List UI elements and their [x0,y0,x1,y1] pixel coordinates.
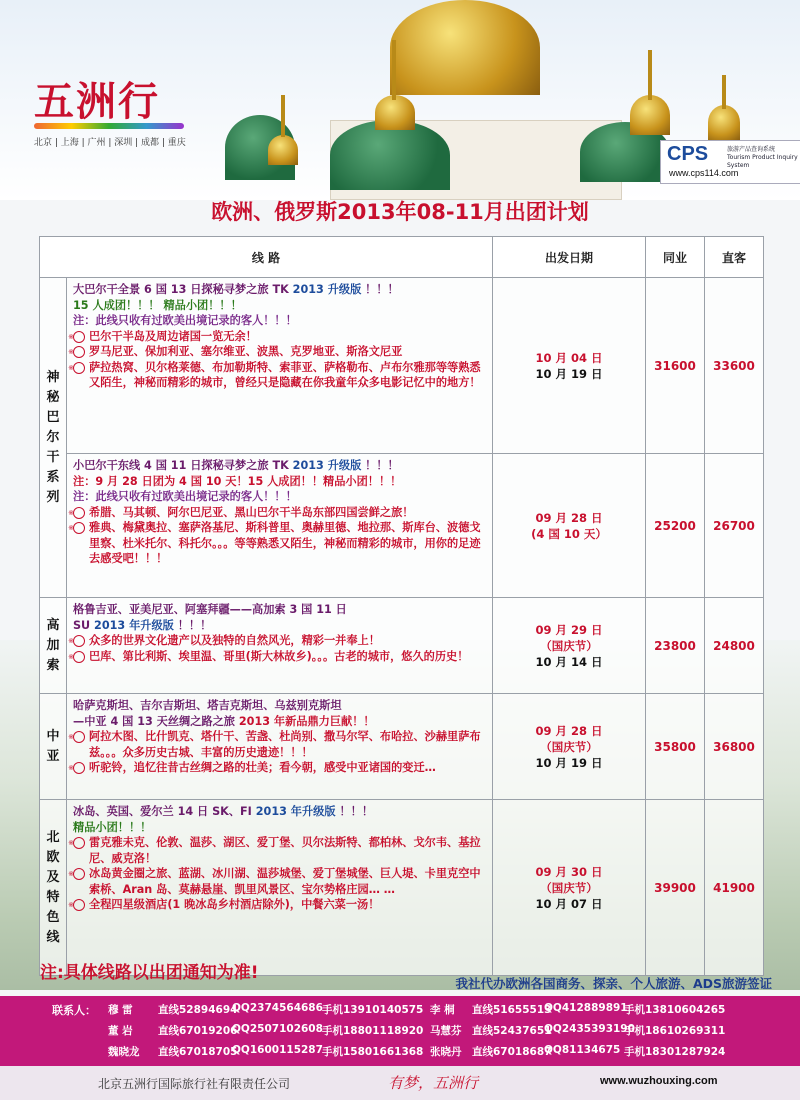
contact-field: QQ2435393190 [544,1023,635,1035]
direct-price: 36800 [705,694,764,800]
route-text: 全程四星级酒店(1 晚冰岛乡村酒店除外)，中餐六菜一汤！ [89,898,380,911]
route-text: 小巴尔干东线 4 国 11 日探秘寻梦之旅 TK [73,459,289,472]
departure-date: 09 月 28 日 [535,510,603,525]
tour-plan-body [40,278,764,976]
peer-price: 31600 [646,278,705,454]
route-text: 罗马尼亚、保加利亚、塞尔维亚、波黑、克罗地亚、斯洛文尼亚 [89,345,403,358]
route-cell [67,800,493,976]
departure-date: 10 月 19 日 [535,366,603,381]
route-cell [67,454,493,598]
direct-price: 41900 [705,800,764,976]
route-text: 格鲁吉亚、亚美尼亚、阿塞拜疆——高加索 3 国 11 日 [73,603,347,616]
contact-field: QQ81134675 [544,1044,621,1056]
direct-price: 26700 [705,454,764,598]
contact-field: 直线67019206 [158,1025,238,1037]
footer [0,1066,800,1100]
contact-row [0,1044,800,1064]
series-label: 高 加 索 [46,617,60,673]
route-text: —中亚 4 国 13 天丝绸之路之旅 [73,714,235,728]
route-text: 大巴尔干全景 6 国 13 日探秘寻梦之旅 TK [73,283,289,296]
table-row [40,800,764,976]
contact-field: 董 岩 [108,1025,133,1037]
route-cell [67,694,493,800]
route-line [73,458,486,474]
table-row [40,694,764,800]
cps-logo: CPS [667,143,709,165]
bullet-icon: ※ [73,731,85,743]
contact-field: 手机18801118920 [322,1025,424,1037]
peer-price: 35800 [646,694,705,800]
cps-url: www.cps114.com [669,168,739,178]
route-text: 注：此线只收有过欧美出境记录的客人！！！ [73,490,297,503]
table-row [40,598,764,694]
bullet-icon: ※ [73,346,85,358]
contact-field: 张晓丹 [430,1046,462,1058]
date-cell [493,800,646,976]
departure-date: 10 月 14 日 [535,654,603,669]
contact-field: 马慧芬 [430,1025,462,1037]
route-line [73,820,486,836]
header-direct: 直客 [705,237,764,278]
bullet-icon: ※ [73,868,85,880]
contact-row [0,1023,800,1043]
route-line [68,866,486,897]
contact-field: 魏晓龙 [108,1046,140,1058]
series-cell [40,800,67,976]
route-line [68,344,486,360]
departure-date: （国庆节） [540,739,598,754]
contact-field: QQ2507102608 [232,1023,323,1035]
departure-date: (4 国 10 天） [531,526,607,541]
contact-field: 直线52894694 [158,1004,238,1016]
bullet-icon: ※ [73,837,85,849]
route-text: 巴库、第比利斯、埃里温、哥里(斯大林故乡)。。。古老的城市，悠久的历史！ [89,649,469,663]
contact-field: 手机13910140575 [322,1004,424,1016]
direct-price: 33600 [705,278,764,454]
departure-date: 10 月 04 日 [535,350,603,365]
contact-field: 李 桐 [430,1004,455,1016]
route-line [68,633,486,649]
peer-price: 23800 [646,598,705,694]
route-text: 雷克雅未克、伦敦、温莎、湖区、爱丁堡、贝尔法斯特、都柏林、戈尔韦、基拉尼、威克洛！ [89,836,481,865]
route-line [68,505,486,521]
departure-date: （国庆节） [540,880,598,895]
visa-service-text: 我社代办欧洲各国商务、探亲、个人旅游、ADS旅游签证 [455,976,772,991]
contact-field: 手机13810604265 [624,1004,726,1016]
route-text: 15 人成团！！！ 精品小团！！！ [73,298,242,312]
page-title: 欧洲、俄罗斯2013年08-11月出团计划 [211,200,589,224]
route-text: 哈萨克斯坦、吉尔吉斯坦、塔吉克斯坦、乌兹别克斯坦 [73,699,342,712]
route-line [73,313,486,329]
route-text: 2013 年新品鼎力巨献！！ [235,714,375,728]
route-line [68,897,486,913]
route-line [73,698,486,714]
departure-date: （国庆节） [540,638,598,653]
header-route: 线 路 [40,237,493,278]
route-line [68,329,486,345]
route-line [68,360,486,391]
route-text: 众多的世界文化遗产以及独特的自然风光，精彩一并奉上！ [89,634,380,647]
website-link[interactable]: www.wuzhouxing.com [600,1075,718,1087]
date-cell [493,454,646,598]
date-cell [493,278,646,454]
route-line [73,602,486,618]
departure-date: 09 月 29 日 [535,622,603,637]
series-label: 神 秘 巴 尔 干 系 列 [46,369,60,505]
route-text: ！！！ [361,459,399,472]
departure-date: 10 月 19 日 [535,755,603,770]
contact-field: 手机18301287924 [624,1046,726,1058]
tour-plan-table [39,236,764,976]
route-line [73,804,486,820]
table-header-row [40,237,764,278]
peer-price: 39900 [646,800,705,976]
contact-field: 直线52437651 [472,1025,552,1037]
cps-subtitle: 旅游产品查询系统 Tourism Product Inquiry System [727,146,798,169]
departure-date: 09 月 28 日 [535,723,603,738]
route-line [73,282,486,298]
contact-field: 手机18610269311 [624,1025,726,1037]
departure-date: 09 月 30 日 [535,864,603,879]
route-text: ！！！ [335,805,374,818]
series-label: 北 欧 及 特 色 线 [46,829,60,945]
direct-price: 24800 [705,598,764,694]
bullet-icon: ※ [73,522,85,534]
date-cell [493,598,646,694]
route-text: 巴尔干半岛及周边诸国一览无余！ [89,329,257,343]
route-text: ！！！ [361,283,399,296]
route-text: 冰岛、英国、爱尔兰 14 日 SK、FI [73,805,252,818]
bullet-icon: ※ [73,362,85,374]
route-line [68,760,486,776]
bullet-icon: ※ [73,899,85,911]
contact-label: 联系人： [52,1004,96,1017]
route-line [73,489,486,505]
contact-field: 手机15801661368 [322,1046,424,1058]
date-cell [493,694,646,800]
cps-badge [660,140,800,184]
route-line [68,835,486,866]
header-peer: 同业 [646,237,705,278]
route-text: 雅典、梅黛奥拉、塞萨洛基尼、斯科普里、奥赫里德、地拉那、斯库台、波德戈里察、杜米托尔、科托尔。。。等等熟悉又陌生，神秘而精彩的城市，用你的足迹去感受吧！！！ [89,521,481,565]
route-line [73,298,486,314]
route-line [73,474,486,490]
itinerary-notice: 注:具体线路以出团通知为准! [40,963,259,983]
route-line [68,520,486,567]
contact-field: 穆 雷 [108,1004,133,1016]
route-cell [67,598,493,694]
contact-field: QQ2374564686 [232,1002,323,1014]
route-text: SU [73,618,91,632]
route-text: 精品小团！！！ [73,820,152,834]
contact-row [0,1002,800,1022]
slogan: 有梦，五洲行 [388,1074,479,1092]
series-cell [40,694,67,800]
route-text: 冰岛黄金圈之旅、蓝湖、冰川湖、温莎城堡、爱丁堡城堡、巨人堤、卡里克空中索桥、Aran 岛、莫赫悬崖、凯里风景区、宝尔势格庄园… … [89,867,481,896]
route-text: 萨拉热窝、贝尔格莱德、布加勒斯特、索菲亚、萨格勒布、卢布尔雅那等等熟悉又陌生，神秘而精彩的城市，曾经只是隐藏在你我童年众多电影记忆中的地方！ [89,360,481,389]
route-text: 2013 升级版 [288,459,362,472]
peer-price: 25200 [646,454,705,598]
bullet-icon: ※ [73,635,85,647]
route-line [73,618,486,634]
route-line [73,714,486,730]
route-text: 听驼铃，追忆往昔古丝绸之路的壮美；看今朝，感受中亚诸国的变迁… [89,761,436,774]
series-label: 中 亚 [46,728,60,764]
contact-field: 直线51655513 [472,1004,552,1016]
route-cell [67,278,493,454]
bullet-icon: ※ [73,762,85,774]
logo-cities: 北京 | 上海 | 广州 | 深圳 | 成都 | 重庆 [34,138,186,148]
bullet-icon: ※ [73,651,85,663]
route-text: 2013 升级版 [288,283,362,296]
brand-logo [34,70,186,148]
route-text: 阿拉木图、比什凯克、塔什干、苦盏、杜尚别、撒马尔罕、布哈拉、沙赫里萨布兹。。。众多历史古城、丰富的历史遗迹！！！ [89,730,481,759]
route-text: 2013 年升级版 [251,805,336,818]
contact-field: 直线67018705 [158,1046,238,1058]
route-text: 注：此线只收有过欧美出境记录的客人！！！ [73,314,297,327]
route-line [68,729,486,760]
series-cell [40,598,67,694]
series-cell [40,278,67,598]
contact-field: 直线67018687 [472,1046,552,1058]
route-text: 2013 年升级版 [90,618,174,632]
table-row [40,278,764,454]
route-text: 注：9 月 28 日团为 4 国 10 天！15 人成团！！精品小团！！！ [73,474,402,488]
route-line [68,649,486,665]
contact-bar [0,996,800,1066]
route-text: ！！！ [173,618,212,632]
table-row [40,454,764,598]
route-text: 希腊、马其顿、阿尔巴尼亚、黑山巴尔干半岛东部四国尝鲜之旅！ [89,505,414,519]
bullet-icon: ※ [73,331,85,343]
contact-field: QQ1600115287 [232,1044,323,1056]
company-name: 北京五洲行国际旅行社有限责任公司 [98,1077,291,1091]
contact-field: QQ412889891 [544,1002,628,1014]
departure-date: 10 月 07 日 [535,896,603,911]
bullet-icon: ※ [73,507,85,519]
header-date: 出发日期 [493,237,646,278]
logo-text: 五洲行 [34,78,160,125]
